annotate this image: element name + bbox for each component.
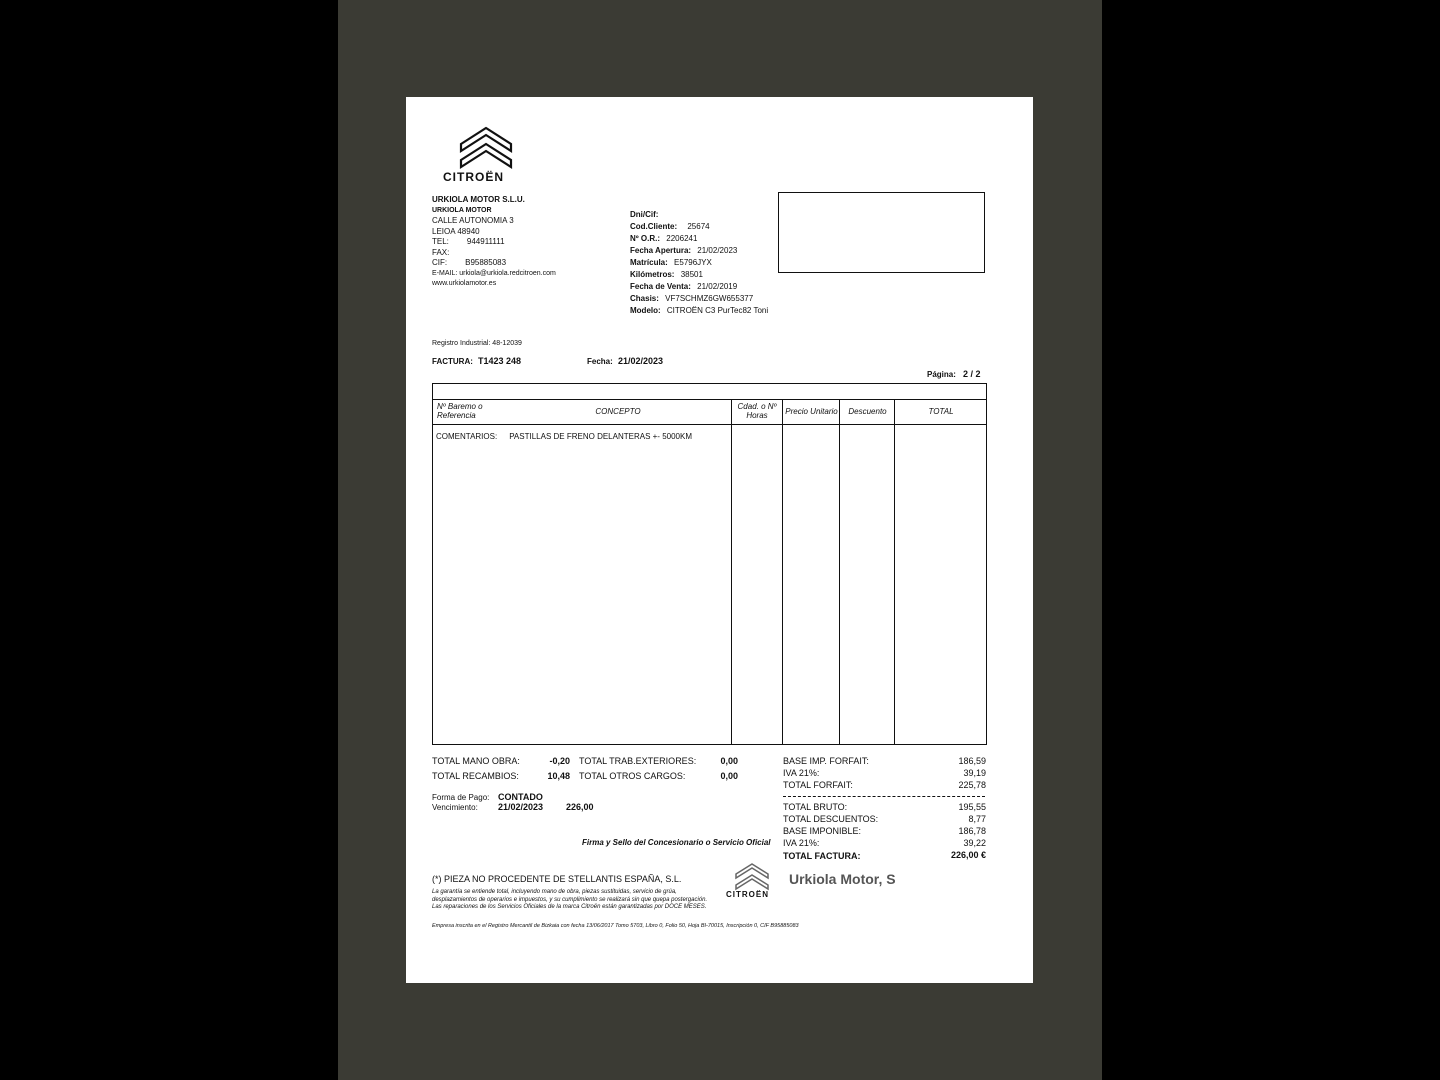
header-descuento: Descuento — [848, 407, 887, 416]
guarantee-line: desplazamientos de operarios e impuestos, y su cumplimiento se realizará sin que quepa postergación. — [432, 896, 708, 903]
company-city: LEIOA 48940 — [432, 226, 480, 236]
registro-industrial: Registro Industrial: 48-12039 — [432, 340, 522, 347]
column-divider — [839, 399, 840, 744]
citroen-chevron-logo-icon — [456, 122, 516, 170]
recambios-value: 10,48 — [547, 771, 570, 781]
pagina-label: Página: — [927, 370, 956, 379]
header-cantidad: Cdad. o Nº Horas — [737, 402, 777, 420]
row-referencia: COMENTARIOS: — [436, 432, 498, 441]
fax-label: FAX: — [432, 247, 450, 257]
recambios-label: TOTAL RECAMBIOS: — [432, 771, 519, 781]
km-value: 38501 — [680, 270, 703, 279]
guarantee-text — [432, 889, 707, 912]
km-label: Kilómetros: — [630, 270, 675, 279]
header-referencia: Nº Baremo o Referencia — [437, 402, 483, 420]
base-imponible-label: BASE IMPONIBLE: — [783, 826, 862, 836]
vencimiento-label: Vencimiento: — [432, 803, 478, 812]
iva-label: IVA 21%: — [783, 838, 820, 848]
tel-label: TEL: — [432, 237, 449, 246]
table-header-divider — [433, 424, 986, 425]
company-address: CALLE AUTONOMIA 3 — [432, 216, 514, 225]
iva-value: 39,22 — [963, 838, 986, 848]
client-label: Cod.Cliente: — [630, 222, 678, 231]
fecha-value: 21/02/2023 — [618, 356, 664, 366]
cif-value: B95885083 — [465, 258, 507, 267]
factura-number: T1423 248 — [478, 356, 522, 366]
matricula-value: E5796JYX — [674, 258, 712, 267]
matricula-label: Matrícula: — [630, 258, 668, 267]
line-items-table — [432, 383, 987, 745]
dni-label: Dni/Cif: — [630, 210, 659, 219]
or-label: Nº O.R.: — [630, 234, 661, 243]
venta-label: Fecha de Venta: — [630, 282, 691, 291]
invoice-page — [406, 97, 1033, 983]
base-forfait-label: BASE IMP. FORFAIT: — [783, 756, 869, 766]
factura-label: FACTURA: — [432, 357, 473, 366]
website-link[interactable]: www.urkiolamotor.es — [432, 280, 497, 287]
tel-value: 944911111 — [466, 237, 505, 246]
total-descuentos-value: 8,77 — [968, 814, 986, 824]
header-concepto: CONCEPTO — [595, 407, 641, 416]
iva-forfait-label: IVA 21%: — [783, 768, 820, 778]
cif-label: CIF: — [432, 258, 448, 267]
or-value: 2206241 — [666, 234, 698, 243]
guarantee-line: Las reparaciones de los Servicios Oficiales de la marca Citroën están garantizadas por DOCE MESES. — [432, 904, 707, 910]
fecha-label: Fecha: — [587, 357, 613, 366]
firma-sello-caption: Firma y Sello del Concesionario o Servicio Oficial — [582, 838, 771, 847]
vencimiento-fecha: 21/02/2023 — [498, 802, 544, 812]
mano-obra-label: TOTAL MANO OBRA: — [432, 756, 520, 766]
total-forfait-value: 225,78 — [958, 780, 986, 790]
base-forfait-value: 186,59 — [958, 756, 986, 766]
vehicle-block — [630, 209, 768, 317]
chasis-label: Chasis: — [630, 294, 659, 303]
modelo-label: Modelo: — [630, 306, 661, 315]
total-factura-label: TOTAL FACTURA: — [783, 851, 861, 861]
stamp-chevron-logo-icon — [732, 861, 772, 891]
modelo-value: CITROËN C3 PurTec82 Toni — [666, 306, 769, 315]
total-bruto-value: 195,55 — [958, 802, 986, 812]
mano-obra-value: -0,20 — [549, 756, 570, 766]
brand-name: CITROËN — [443, 170, 504, 184]
guarantee-line: La garantía se entiende total, incluyendo mano de obra, piezas sustituidas, servicio de grúa, — [432, 889, 677, 895]
header-precio-unitario: Precio Unitario — [785, 407, 838, 416]
venta-value: 21/02/2019 — [697, 282, 738, 291]
registry-footer: Empresa inscrita en el Registro Mercantil de Bizkaia con fecha 13/06/2017 Tomo 5703, Libro 0, Folio 50, Hoja BI-70015, Inscripción 0, CIF B95885083 — [432, 923, 799, 929]
row-concepto: PASTILLAS DE FRENO DELANTERAS +- 5000KM — [509, 432, 692, 441]
iva-forfait-value: 39,19 — [963, 768, 986, 778]
table-top-divider — [433, 399, 986, 400]
header-total: TOTAL — [928, 407, 954, 416]
column-divider — [731, 399, 732, 744]
stamp-brand: CITROËN — [726, 890, 769, 899]
table-row — [436, 432, 692, 441]
trab-ext-label: TOTAL TRAB.EXTERIORES: — [579, 756, 697, 766]
total-bruto-label: TOTAL BRUTO: — [783, 802, 848, 812]
pagina-value: 2 / 2 — [963, 369, 981, 379]
company-legal-name: URKIOLA MOTOR S.L.U. — [432, 195, 525, 204]
apertura-value: 21/02/2023 — [697, 246, 738, 255]
total-factura-value: 226,00 € — [950, 850, 986, 860]
otros-label: TOTAL OTROS CARGOS: — [579, 771, 686, 781]
trab-ext-value: 0,00 — [720, 756, 738, 766]
email-label: E-MAIL: — [432, 269, 458, 277]
otros-value: 0,00 — [720, 771, 738, 781]
email-value: urkiola@urkiola.redcitroen.com — [459, 269, 556, 277]
client-value: 25674 — [687, 222, 710, 231]
company-trade-name: URKIOLA MOTOR — [432, 206, 492, 214]
base-imponible-value: 186,78 — [958, 826, 986, 836]
column-divider — [894, 399, 895, 744]
totals-dashed-divider — [783, 796, 985, 797]
forma-pago-label: Forma de Pago: — [432, 793, 490, 802]
total-forfait-label: TOTAL FORFAIT: — [783, 780, 853, 790]
pieza-note: (*) PIEZA NO PROCEDENTE DE STELLANTIS ESPAÑA, S.L. — [432, 874, 682, 884]
total-descuentos-label: TOTAL DESCUENTOS: — [783, 814, 879, 824]
dealer-stamp-text: Urkiola Motor, S — [789, 871, 896, 887]
forma-pago-value: CONTADO — [498, 792, 543, 802]
company-block — [432, 195, 556, 290]
customer-address-box — [778, 192, 985, 273]
chasis-value: VF7SCHMZ6GW655377 — [665, 294, 754, 303]
column-divider — [782, 399, 783, 744]
vencimiento-importe: 226,00 — [566, 802, 594, 812]
apertura-label: Fecha Apertura: — [630, 246, 692, 255]
